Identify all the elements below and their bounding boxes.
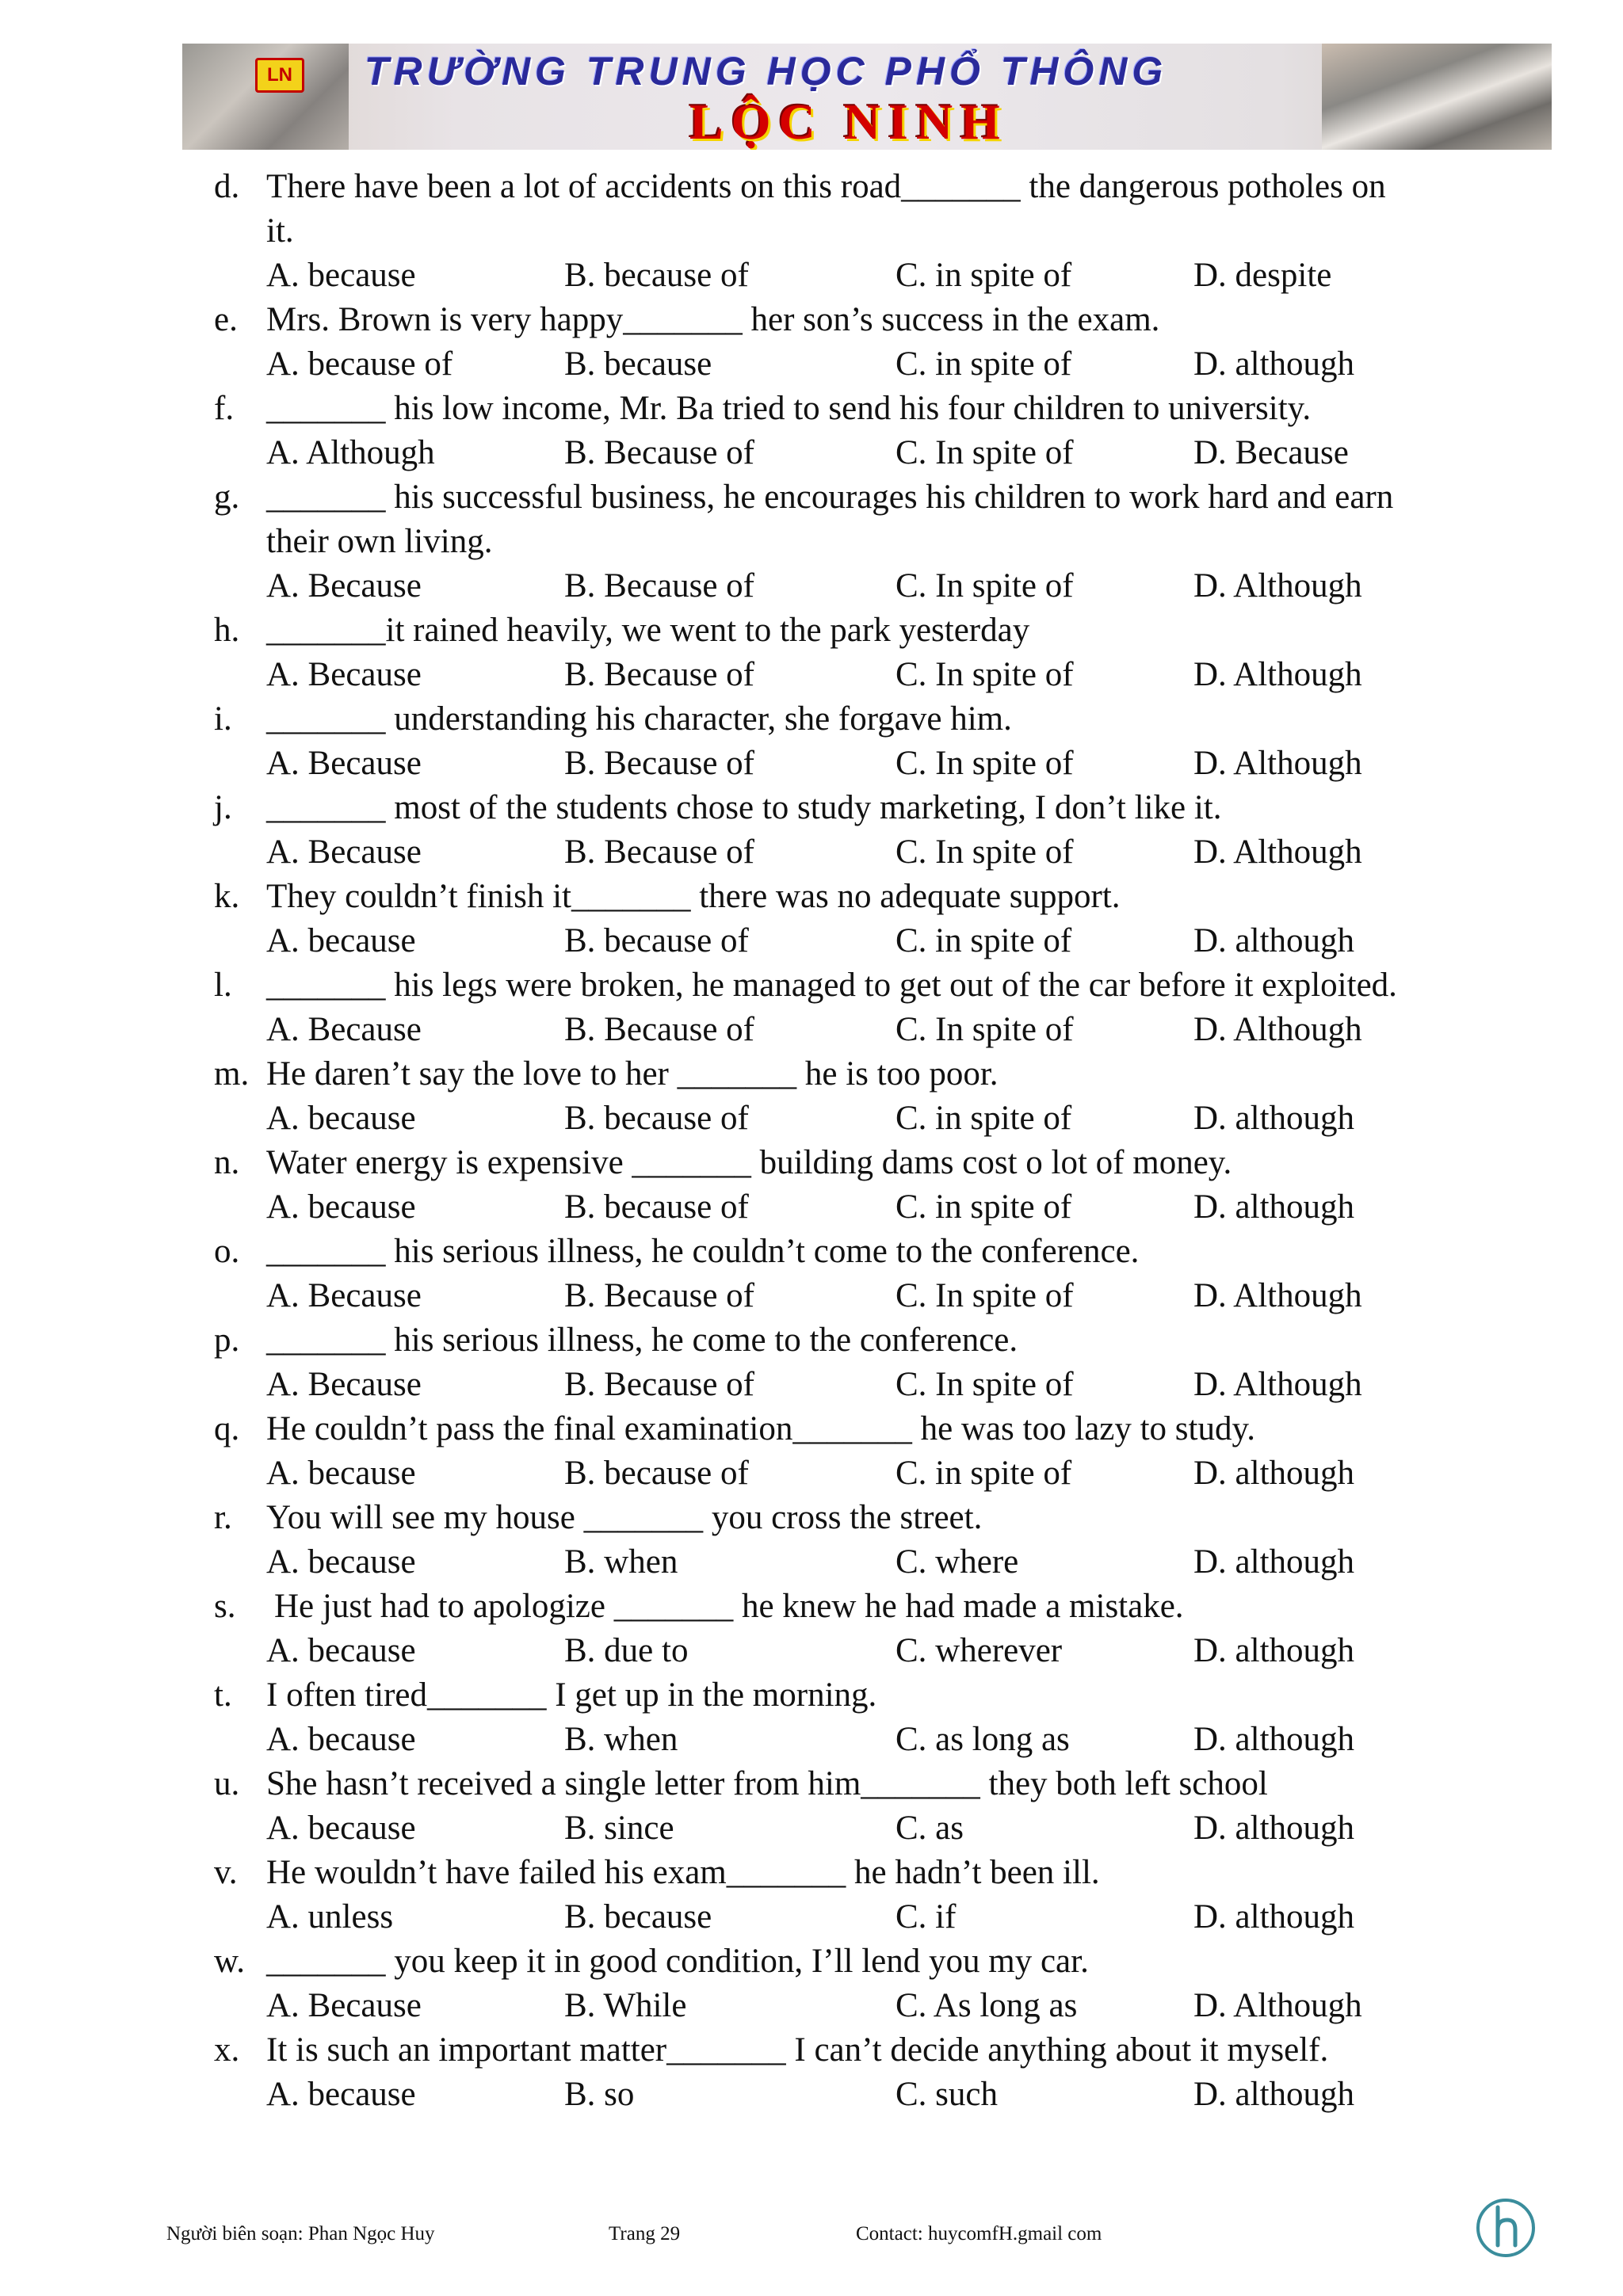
answer-option-d: D. Although [1193,745,1362,782]
answer-option-b: B. Because of [564,656,755,693]
school-banner [182,44,1552,150]
answer-option-b: B. because of [564,257,749,294]
question-text: They couldn’t finish it_______ there was no adequate support. [266,878,1121,915]
answer-option-a: A. Because [266,1987,422,2024]
answer-option-d: D. although [1193,2076,1355,2113]
school-logo-icon: LN [255,58,304,93]
answer-option-b: B. because [564,1898,712,1936]
answer-option-a: A. Because [266,656,422,693]
question-text: _______ you keep it in good condition, I’ll lend you my car. [266,1943,1089,1980]
answer-options [0,342,1623,387]
question-line [0,165,1623,209]
answer-option-c: C. In spite of [896,1366,1074,1403]
question-line [0,1496,1623,1540]
answer-option-b: B. because of [564,1188,749,1226]
answer-option-d: D. although [1193,922,1355,959]
question-text-continued [0,520,1623,564]
question-item [0,165,1623,298]
answer-options [0,1718,1623,1762]
question-item [0,608,1623,697]
question-line [0,786,1623,830]
question-item [0,1851,1623,1939]
question-letter: s. [214,1588,236,1625]
answer-option-c: C. as [896,1810,964,1847]
question-letter: m. [214,1055,250,1093]
answer-options [0,1008,1623,1052]
question-line [0,697,1623,742]
answer-option-c: C. in spite of [896,257,1072,294]
question-text: He wouldn’t have failed his exam_______ he hadn’t been ill. [266,1854,1100,1891]
question-text: She hasn’t received a single letter from him_______ they both left school [266,1765,1268,1802]
question-text: You will see my house _______ you cross the street. [266,1499,983,1536]
answer-option-d: D. although [1193,1898,1355,1936]
answer-options [0,2073,1623,2117]
answer-option-b: B. since [564,1810,674,1847]
answer-option-b: B. Because of [564,1011,755,1048]
answer-option-a: A. because [266,1188,416,1226]
footer-author: Người biên soạn: Phan Ngọc Huy [166,2223,435,2245]
banner-school-name: LỘC NINH [689,93,1008,150]
question-line [0,1585,1623,1629]
question-text: He daren’t say the love to her _______ he is too poor. [266,1055,999,1093]
answer-options [0,1629,1623,1673]
question-item [0,1673,1623,1762]
answer-option-d: D. although [1193,1188,1355,1226]
question-line [0,875,1623,919]
answer-option-a: A. Because [266,745,422,782]
question-list [0,165,1623,2117]
question-item [0,963,1623,1052]
answer-option-a: A. because [266,1543,416,1581]
question-letter: r. [214,1499,232,1536]
question-item [0,2028,1623,2117]
answer-option-d: D. Although [1193,1987,1362,2024]
answer-option-d: D. although [1193,345,1355,383]
answer-options [0,254,1623,298]
answer-option-c: C. as long as [896,1721,1070,1758]
question-line [0,1141,1623,1185]
question-line [0,1673,1623,1718]
question-text: It is such an important matter_______ I can’t decide anything about it myself. [266,2031,1329,2069]
answer-option-a: A. unless [266,1898,394,1936]
question-text: I often tired_______ I get up in the morning. [266,1676,877,1714]
question-line [0,1939,1623,1984]
answer-option-a: A. because [266,1632,416,1669]
answer-options [0,1274,1623,1318]
answer-options [0,1984,1623,2028]
question-letter: i. [214,700,232,738]
answer-option-a: A. because [266,257,416,294]
question-item [0,875,1623,963]
question-line [0,1052,1623,1097]
answer-option-c: C. In spite of [896,745,1074,782]
answer-option-b: B. due to [564,1632,689,1669]
footer-contact: Contact: huycomfH.gmail com [856,2223,1102,2245]
answer-option-c: C. such [896,2076,998,2113]
answer-option-d: D. although [1193,1455,1355,1492]
question-text: He just had to apologize _______ he knew he had made a mistake. [274,1588,1184,1625]
question-line [0,2028,1623,2073]
answer-option-b: B. because of [564,1455,749,1492]
question-item [0,1407,1623,1496]
question-text: _______ understanding his character, she forgave him. [266,700,1012,738]
question-line [0,608,1623,653]
answer-option-d: D. Although [1193,1277,1362,1314]
question-text: _______ most of the students chose to study marketing, I don’t like it. [266,789,1222,826]
question-letter: p. [214,1322,240,1359]
question-line [0,475,1623,520]
question-text: _______ his successful business, he encourages his children to work hard and earn [266,479,1394,516]
question-item [0,1230,1623,1318]
page-footer [0,2218,1623,2250]
answer-option-d: D. Although [1193,656,1362,693]
question-text: _______ his low income, Mr. Ba tried to send his four children to university. [266,390,1312,427]
answer-option-b: B. because of [564,922,749,959]
answer-option-a: A. because [266,1810,416,1847]
answer-option-c: C. in spite of [896,922,1072,959]
answer-option-b: B. because [564,345,712,383]
answer-option-c: C. wherever [896,1632,1063,1669]
question-item [0,387,1623,475]
answer-option-b: B. Because of [564,434,755,471]
answer-options [0,830,1623,875]
answer-option-b: B. Because of [564,1366,755,1403]
question-item [0,786,1623,875]
question-letter: f. [214,390,235,427]
answer-option-a: A. Because [266,1011,422,1048]
answer-option-a: A. because of [266,345,453,383]
answer-option-d: D. although [1193,1632,1355,1669]
answer-options [0,1363,1623,1407]
answer-option-b: B. so [564,2076,635,2113]
answer-option-c: C. in spite of [896,345,1072,383]
answer-options [0,653,1623,697]
question-text-continued-span: their own living. [266,523,493,560]
answer-option-d: D. although [1193,1100,1355,1137]
question-letter: v. [214,1854,238,1891]
question-letter: w. [214,1943,246,1980]
answer-option-c: C. In spite of [896,1011,1074,1048]
question-item [0,475,1623,608]
answer-option-c: C. As long as [896,1987,1078,2024]
answer-options [0,1097,1623,1141]
question-text: _______it rained heavily, we went to the park yesterday [266,612,1030,649]
question-letter: j. [214,789,232,826]
question-item [0,1496,1623,1585]
answer-option-c: C. In spite of [896,833,1074,871]
question-text: He couldn’t pass the final examination_______ he was too lazy to study. [266,1410,1255,1447]
question-item [0,1939,1623,2028]
answer-option-c: C. in spite of [896,1188,1072,1226]
question-line [0,1762,1623,1806]
question-letter: o. [214,1233,240,1270]
answer-option-c: C. where [896,1543,1019,1581]
question-letter: g. [214,479,240,516]
question-letter: n. [214,1144,240,1181]
answer-option-c: C. In spite of [896,1277,1074,1314]
answer-option-d: D. although [1193,1721,1355,1758]
answer-options [0,431,1623,475]
question-item [0,1318,1623,1407]
answer-option-c: C. if [896,1898,957,1936]
question-text: _______ his legs were broken, he managed to get out of the car before it exploited. [266,967,1397,1004]
question-letter: k. [214,878,240,915]
answer-option-d: D. Although [1193,833,1362,871]
answer-option-b: B. Because of [564,833,755,871]
answer-options [0,1185,1623,1230]
answer-option-b: B. when [564,1543,678,1581]
answer-option-a: A. Because [266,833,422,871]
question-item [0,1141,1623,1230]
question-text: There have been a lot of accidents on this road_______ the dangerous potholes on [266,168,1386,205]
question-letter: e. [214,301,238,338]
answer-options [0,564,1623,608]
question-item [0,298,1623,387]
question-line [0,298,1623,342]
answer-options [0,742,1623,786]
question-letter: h. [214,612,240,649]
answer-option-d: D. Because [1193,434,1349,471]
question-text: _______ his serious illness, he come to the conference. [266,1322,1018,1359]
question-line [0,387,1623,431]
answer-option-b: B. Because of [564,1277,755,1314]
answer-option-b: B. Because of [564,567,755,605]
answer-option-b: B. Because of [564,745,755,782]
question-letter: d. [214,168,240,205]
question-text: Mrs. Brown is very happy_______ her son’s success in the exam. [266,301,1160,338]
question-text: _______ his serious illness, he couldn’t come to the conference. [266,1233,1140,1270]
answer-option-a: A. Although [266,434,435,471]
answer-option-d: D. Although [1193,1366,1362,1403]
answer-option-a: A. because [266,1100,416,1137]
question-item [0,697,1623,786]
answer-option-d: D. although [1193,1543,1355,1581]
answer-option-c: C. In spite of [896,434,1074,471]
question-line [0,963,1623,1008]
question-line [0,1318,1623,1363]
answer-option-c: C. In spite of [896,567,1074,605]
answer-option-b: B. because of [564,1100,749,1137]
question-letter: x. [214,2031,240,2069]
answer-option-c: C. in spite of [896,1100,1072,1137]
footer-page-number: Trang 29 [609,2223,681,2245]
h-circle-logo-icon [1474,2196,1537,2260]
answer-options [0,1540,1623,1585]
question-text-continued [0,209,1623,254]
question-letter: u. [214,1765,240,1802]
question-letter: l. [214,967,232,1004]
question-item [0,1762,1623,1851]
answer-option-a: A. Because [266,567,422,605]
answer-option-c: C. in spite of [896,1455,1072,1492]
answer-option-d: D. although [1193,1810,1355,1847]
question-letter: q. [214,1410,240,1447]
answer-option-d: D. Although [1193,1011,1362,1048]
answer-option-d: D. Although [1193,567,1362,605]
question-text-continued-span: it. [266,212,294,250]
question-line [0,1851,1623,1895]
answer-option-a: A. because [266,1721,416,1758]
answer-option-a: A. because [266,1455,416,1492]
answer-option-a: A. Because [266,1366,422,1403]
banner-photo-right [1322,44,1552,150]
question-line [0,1230,1623,1274]
answer-options [0,1895,1623,1939]
question-text: Water energy is expensive _______ building dams cost o lot of money. [266,1144,1232,1181]
answer-options [0,1451,1623,1496]
answer-option-d: D. despite [1193,257,1332,294]
question-item [0,1585,1623,1673]
question-letter: t. [214,1676,232,1714]
answer-options [0,919,1623,963]
answer-option-a: A. Because [266,1277,422,1314]
answer-option-b: B. when [564,1721,678,1758]
answer-option-a: A. because [266,2076,416,2113]
answer-option-b: B. While [564,1987,687,2024]
answer-options [0,1806,1623,1851]
banner-school-type: TRƯỜNG TRUNG HỌC PHỔ THÔNG [365,49,1168,93]
answer-option-c: C. In spite of [896,656,1074,693]
question-line [0,1407,1623,1451]
question-item [0,1052,1623,1141]
answer-option-a: A. because [266,922,416,959]
